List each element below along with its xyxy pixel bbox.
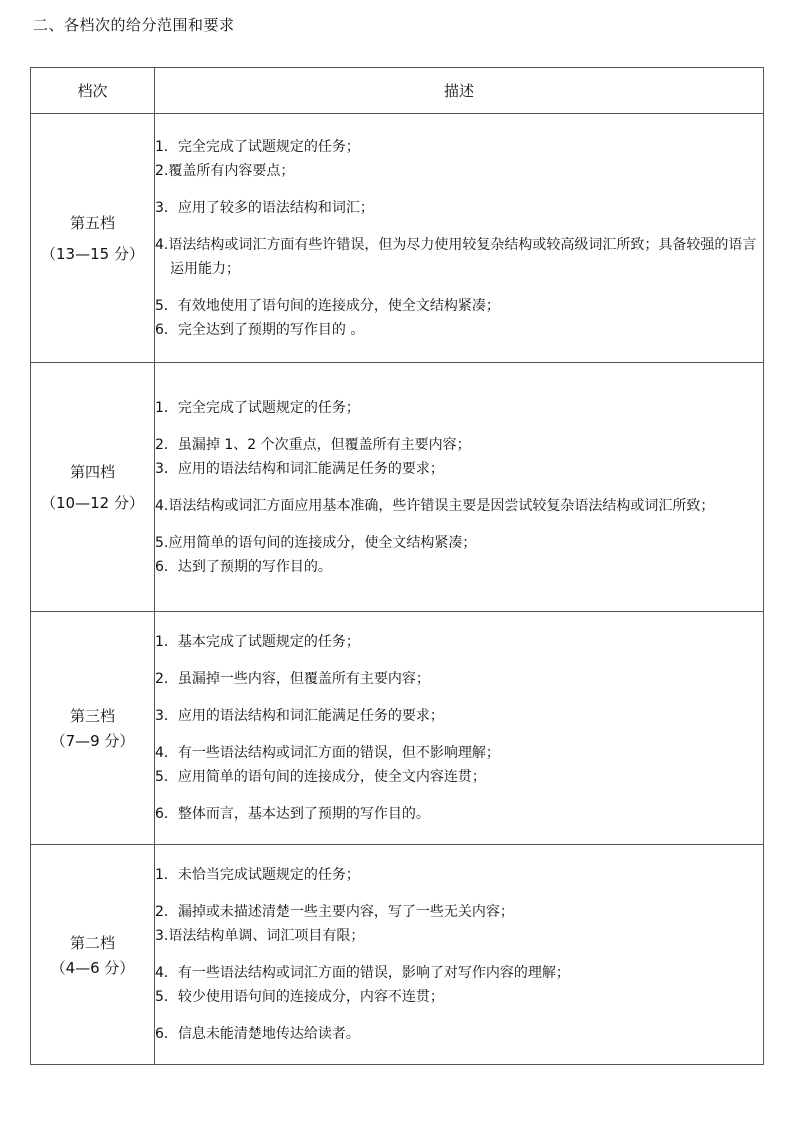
criterion-item: 4.语法结构或词汇方面应用基本准确，些许错误主要是因尝试较复杂语法结构或词汇所致；	[155, 497, 715, 514]
criterion-item: 2.覆盖所有内容要点；	[155, 162, 295, 179]
level-score-range: （7—9 分）	[50, 732, 135, 750]
level-score-range: （13—15 分）	[41, 245, 144, 263]
table-row	[31, 845, 764, 1065]
criterion-item: 2．虽漏掉 1、2 个次重点，但覆盖所有主要内容；	[155, 436, 471, 453]
level-cell	[31, 845, 155, 1065]
criterion-item: 1．完全完成了试题规定的任务；	[155, 399, 360, 416]
criterion-item: 6．信息未能清楚地传达给读者。	[155, 1026, 360, 1042]
level-cell	[31, 114, 155, 363]
criterion-item: 4．有一些语法结构或词汇方面的错误，但不影响理解；	[155, 745, 500, 761]
criterion-item: 5．较少使用语句间的连接成分，内容不连贯；	[155, 989, 444, 1005]
criterion-item: 1．完全完成了试题规定的任务；	[155, 138, 360, 155]
criterion-item: 3.语法结构单调、词汇项目有限；	[155, 928, 365, 944]
description-cell	[155, 363, 764, 612]
criterion-item: 4．有一些语法结构或词汇方面的错误，影响了对写作内容的理解；	[155, 965, 570, 981]
description-cell	[155, 114, 764, 363]
level-name: 第四档	[69, 463, 115, 481]
table-row	[31, 612, 764, 845]
criterion-item: 5．有效地使用了语句间的连接成分，使全文结构紧凑；	[155, 297, 500, 314]
criterion-item: 6．达到了预期的写作目的。	[155, 558, 332, 575]
header-description: 描述	[155, 68, 764, 114]
level-cell	[31, 363, 155, 612]
level-name: 第二档	[69, 933, 115, 952]
criterion-item: 5.应用简单的语句间的连接成分，使全文结构紧凑；	[155, 534, 477, 551]
criterion-item: 5．应用简单的语句间的连接成分，使全文内容连贯；	[155, 769, 486, 785]
criterion-item: 2．虽漏掉一些内容，但覆盖所有主要内容；	[155, 671, 430, 687]
description-cell	[155, 612, 764, 845]
table-row	[31, 114, 764, 363]
criterion-item: 1．未恰当完成试题规定的任务；	[155, 867, 360, 883]
criterion-item: 4.语法结构或词汇方面有些许错误，但为尽力使用较复杂结构或较高级词汇所致；具备较强的语言运用能力；	[155, 236, 757, 277]
criterion-item: 3．应用的语法结构和词汇能满足任务的要求；	[155, 460, 444, 477]
table-header-row	[31, 68, 764, 114]
criterion-item: 3．应用了较多的语法结构和词汇；	[155, 199, 374, 216]
description-cell	[155, 845, 764, 1065]
level-cell	[31, 612, 155, 845]
scoring-rubric-table	[30, 67, 764, 1065]
criterion-item: 3．应用的语法结构和词汇能满足任务的要求；	[155, 708, 444, 724]
criterion-item: 2．漏掉或未描述清楚一些主要内容，写了一些无关内容；	[155, 904, 514, 920]
criterion-item: 6．整体而言，基本达到了预期的写作目的。	[155, 806, 430, 822]
level-score-range: （10—12 分）	[41, 494, 144, 512]
level-name: 第五档	[69, 214, 115, 232]
table-row	[31, 363, 764, 612]
level-score-range: （4—6 分）	[50, 958, 135, 977]
section-title: 二、各档次的给分范围和要求	[33, 16, 235, 34]
level-name: 第三档	[69, 707, 115, 725]
header-level: 档次	[31, 68, 155, 114]
criterion-item: 1．基本完成了试题规定的任务；	[155, 634, 360, 650]
criterion-item: 6．完全达到了预期的写作目的 。	[155, 321, 365, 338]
